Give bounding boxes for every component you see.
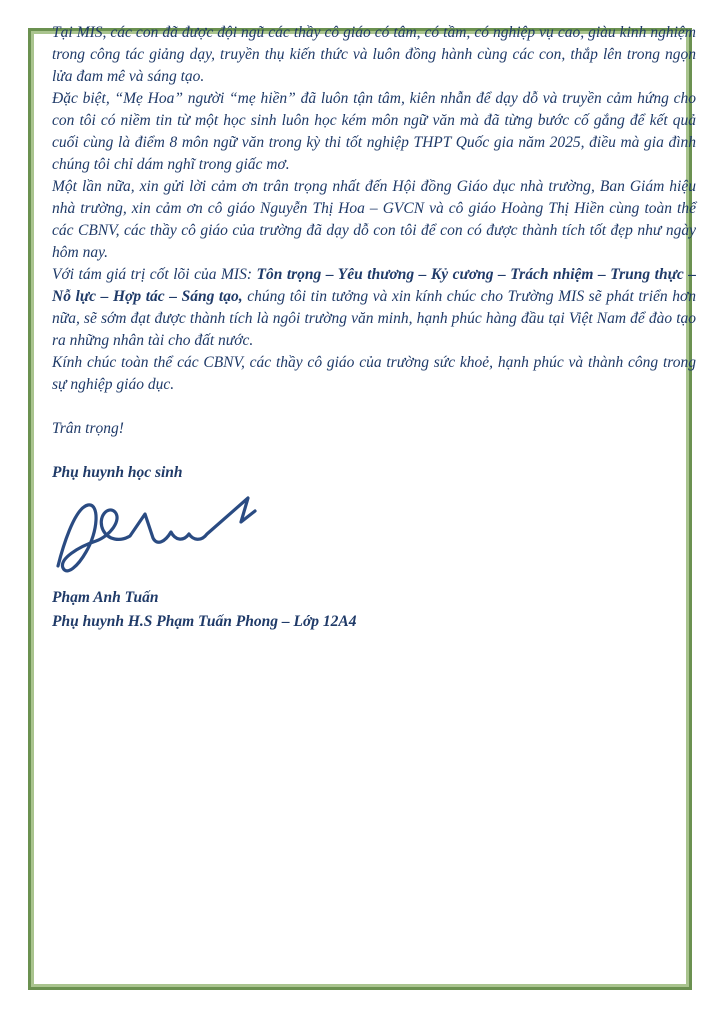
core-values-prefix: Với tám giá trị cốt lõi của MIS:: [52, 266, 257, 283]
signer-class-line: Phụ huynh H.S Phạm Tuấn Phong – Lớp 12A4: [52, 613, 357, 630]
core-values-suffix: chúng tôi tin tưởng và xin kính chúc cho Trường MIS sẽ phát triển hơn nữa, sẽ sớm đạt được thành tích là ngôi trường văn minh, hạnh phúc hàng đầu tại Việt Nam để đào tạo ra những nhân tài cho đất nước.: [52, 288, 697, 349]
paragraph-me-hoa: Đặc biệt, “Mẹ Hoa” người “mẹ hiền” đã luôn tận tâm, kiên nhẫn để dạy dỗ và truyền cảm hứng cho con tôi có niềm tin từ một học sinh luôn học kém môn ngữ văn mà đã từng bước cố gắng để kết quả cuối cùng là điểm 8 môn ngữ văn trong kỳ thi tốt nghiệp THPT Quốc gia năm 2025, điều mà gia đình chúng tôi chỉ dám nghĩ trong giấc mơ.: [52, 90, 696, 173]
signature-icon: [52, 492, 282, 584]
paragraph-wishes: Kính chúc toàn thể các CBNV, các thầy cô giáo của trường sức khoẻ, hạnh phúc và thành công trong sự nghiệp giáo dục.: [52, 354, 696, 393]
signature-handwriting: [52, 492, 282, 584]
core-values-list: Tôn trọng – Yêu thương – Kỷ cương – Trách nhiệm – Trung thực – Nỗ lực – Hợp tác – Sáng tạo,: [52, 266, 697, 305]
closing-line: Trân trọng!: [52, 420, 124, 437]
paragraph-core-values: [52, 264, 696, 352]
signer-name: Phạm Anh Tuấn: [52, 589, 159, 606]
signer-role: Phụ huynh học sinh: [52, 464, 183, 481]
paragraph-thank-you: Một lần nữa, xin gửi lời cảm ơn trân trọng nhất đến Hội đồng Giáo dục nhà trường, Ban Giám hiệu nhà trường, xin cảm ơn cô giáo Nguyễn Thị Hoa – GVCN và cô giáo Hoàng Thị Hiền cùng toàn thể các CBNV, các thầy cô giáo của trường đã dạy dỗ con tôi để con có được thành tích tốt đẹp như ngày hôm nay.: [52, 178, 696, 261]
paragraph-mis-teachers: Tại MIS, các con đã được đội ngũ các thầy cô giáo có tâm, có tầm, có nghiệp vụ cao, giàu kinh nghiệm trong công tác giảng dạy, truyền thụ kiến thức và luôn đồng hành cùng các con, thắp lên trong ngọn lửa đam mê và sáng tạo.: [52, 24, 696, 85]
